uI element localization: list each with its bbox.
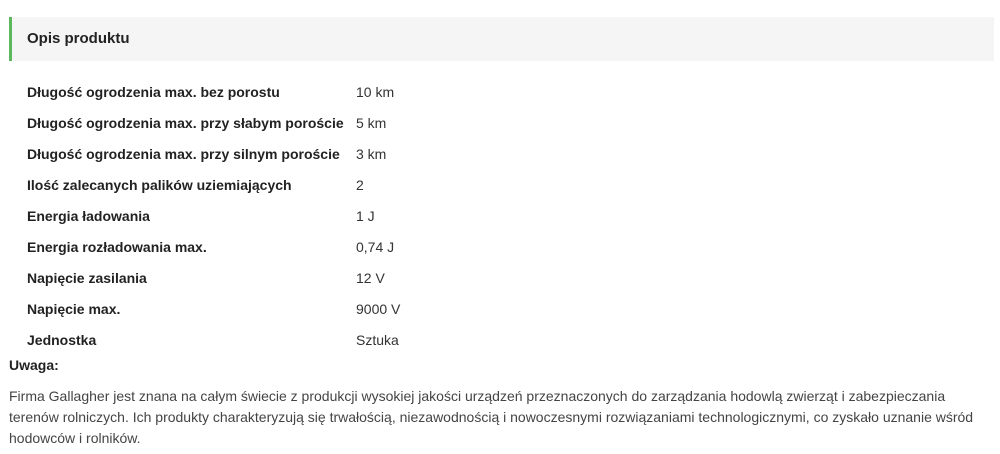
- spec-row: [27, 200, 400, 231]
- spec-row: [27, 138, 400, 169]
- spec-label: Ilość zalecanych palików uziemiających: [27, 176, 292, 193]
- spec-label: Jednostka: [27, 331, 97, 348]
- spec-row: [27, 293, 400, 324]
- spec-label: Napięcie max.: [27, 300, 121, 317]
- spec-row: [27, 169, 400, 200]
- spec-value: 2: [356, 176, 364, 193]
- note-label: Uwaga:: [9, 357, 59, 373]
- spec-value: 5 km: [356, 114, 387, 131]
- spec-value: 12 V: [356, 269, 385, 286]
- spec-label: Długość ogrodzenia max. przy słabym poroście: [27, 114, 344, 131]
- spec-value: 3 km: [356, 145, 387, 162]
- spec-table: [27, 76, 400, 355]
- spec-value: 9000 V: [356, 300, 401, 317]
- spec-label: Długość ogrodzenia max. przy silnym poroście: [27, 145, 340, 162]
- product-description-header: [9, 17, 994, 61]
- spec-row: [27, 231, 400, 262]
- note-text: Firma Gallagher jest znana na całym świecie z produkcji wysokiej jakości urządzeń przeznaczonych do zarządzania hodowlą zwierząt i zabezpieczania terenów rolniczych. Ich produkty charakteryzują się trwałością, niezawodnością i nowoczesnymi rozwiązaniami technologicznymi, co zyskało uznanie wśród hodowców i rolników.: [9, 388, 974, 446]
- spec-row: [27, 324, 400, 355]
- spec-value: Sztuka: [356, 331, 399, 348]
- spec-label: Napięcie zasilania: [27, 269, 147, 286]
- spec-value: 0,74 J: [356, 238, 395, 255]
- spec-label: Energia ładowania: [27, 207, 150, 224]
- spec-value: 1 J: [356, 207, 375, 224]
- spec-row: [27, 76, 400, 107]
- spec-label: Długość ogrodzenia max. bez porostu: [27, 83, 280, 100]
- spec-row: [27, 262, 400, 293]
- spec-label: Energia rozładowania max.: [27, 238, 207, 255]
- spec-value: 10 km: [356, 83, 395, 100]
- section-title: Opis produktu: [27, 30, 130, 47]
- spec-row: [27, 107, 400, 138]
